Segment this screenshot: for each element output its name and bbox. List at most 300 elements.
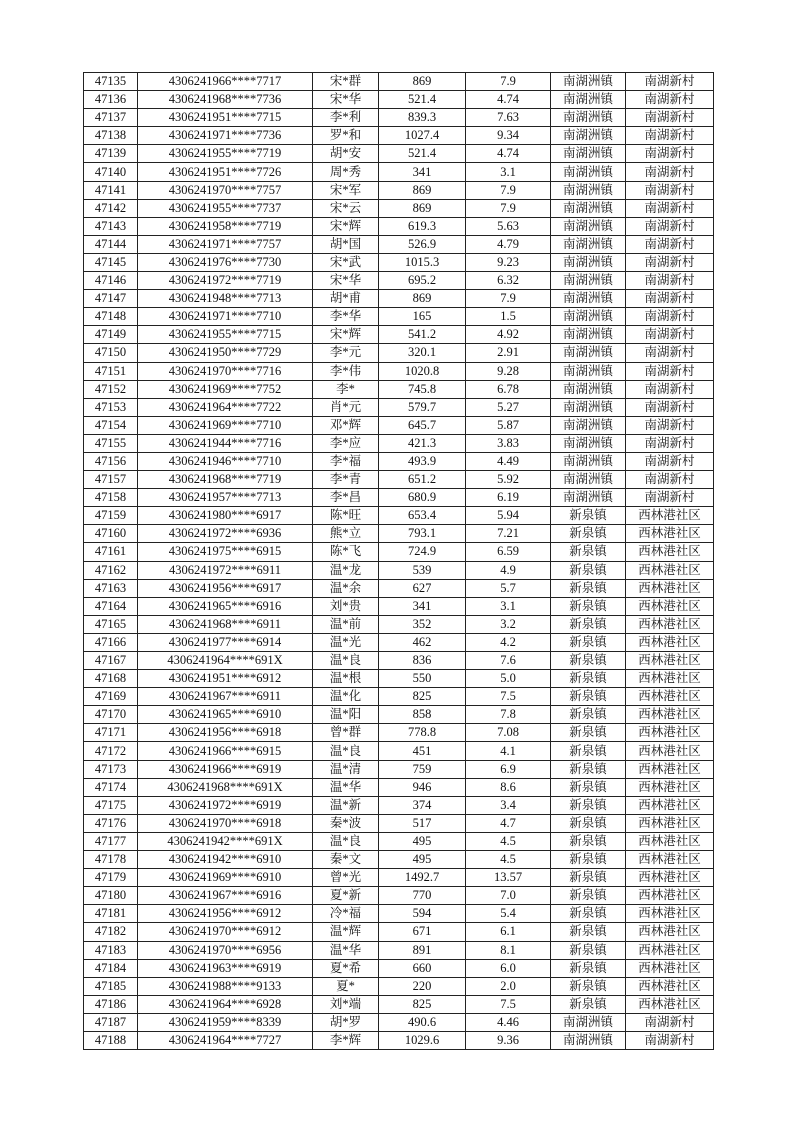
village-cell: 南湖新村 [626,471,714,489]
serial-number-cell: 47154 [84,416,138,434]
table-row [84,615,714,633]
serial-number-cell: 47182 [84,923,138,941]
name-cell: 曾*光 [313,869,379,887]
serial-number-cell: 47186 [84,995,138,1013]
town-cell: 新泉镇 [551,633,626,651]
village-cell: 南湖新村 [626,416,714,434]
id-number-cell: 4306241970****6912 [138,923,313,941]
name-cell: 李*利 [313,109,379,127]
village-cell: 西林港社区 [626,615,714,633]
serial-number-cell: 47177 [84,832,138,850]
id-number-cell: 4306241970****7757 [138,181,313,199]
name-cell: 温*良 [313,832,379,850]
table-row [84,1013,714,1031]
village-cell: 南湖新村 [626,380,714,398]
village-cell: 西林港社区 [626,688,714,706]
name-cell: 温*龙 [313,561,379,579]
town-cell: 南湖洲镇 [551,73,626,91]
village-cell: 南湖新村 [626,127,714,145]
village-cell: 南湖新村 [626,181,714,199]
id-number-cell: 4306241968****691X [138,778,313,796]
name-cell: 胡*国 [313,235,379,253]
name-cell: 秦*文 [313,851,379,869]
name-cell: 胡*甫 [313,290,379,308]
quantity-cell: 5.7 [466,579,551,597]
town-cell: 新泉镇 [551,977,626,995]
serial-number-cell: 47180 [84,887,138,905]
table-row [84,724,714,742]
serial-number-cell: 47179 [84,869,138,887]
amount-cell: 671 [379,923,466,941]
name-cell: 温*光 [313,633,379,651]
name-cell: 李*辉 [313,1031,379,1049]
town-cell: 新泉镇 [551,579,626,597]
amount-cell: 891 [379,941,466,959]
name-cell: 李* [313,380,379,398]
town-cell: 南湖洲镇 [551,272,626,290]
quantity-cell: 5.87 [466,416,551,434]
village-cell: 南湖新村 [626,235,714,253]
serial-number-cell: 47167 [84,652,138,670]
table-row [84,489,714,507]
name-cell: 李*昌 [313,489,379,507]
name-cell: 宋*辉 [313,217,379,235]
id-number-cell: 4306241968****6911 [138,615,313,633]
id-number-cell: 4306241964****691X [138,652,313,670]
serial-number-cell: 47188 [84,1031,138,1049]
town-cell: 南湖洲镇 [551,91,626,109]
name-cell: 温*良 [313,652,379,670]
name-cell: 肖*元 [313,398,379,416]
amount-cell: 165 [379,308,466,326]
table-row [84,887,714,905]
id-number-cell: 4306241964****7727 [138,1031,313,1049]
village-cell: 西林港社区 [626,561,714,579]
amount-cell: 352 [379,615,466,633]
serial-number-cell: 47136 [84,91,138,109]
table-row [84,109,714,127]
table-row [84,959,714,977]
quantity-cell: 8.1 [466,941,551,959]
name-cell: 罗*和 [313,127,379,145]
table-row [84,941,714,959]
serial-number-cell: 47166 [84,633,138,651]
id-number-cell: 4306241967****6916 [138,887,313,905]
village-cell: 南湖新村 [626,272,714,290]
name-cell: 冷*福 [313,905,379,923]
name-cell: 陈*飞 [313,543,379,561]
quantity-cell: 4.1 [466,742,551,760]
serial-number-cell: 47174 [84,778,138,796]
town-cell: 南湖洲镇 [551,127,626,145]
town-cell: 南湖洲镇 [551,434,626,452]
village-cell: 西林港社区 [626,543,714,561]
name-cell: 曾*群 [313,724,379,742]
name-cell: 温*新 [313,796,379,814]
table-row [84,869,714,887]
name-cell: 李*青 [313,471,379,489]
village-cell: 南湖新村 [626,398,714,416]
town-cell: 新泉镇 [551,561,626,579]
amount-cell: 759 [379,760,466,778]
amount-cell: 1029.6 [379,1031,466,1049]
amount-cell: 778.8 [379,724,466,742]
id-number-cell: 4306241956****6917 [138,579,313,597]
quantity-cell: 7.9 [466,181,551,199]
town-cell: 南湖洲镇 [551,1013,626,1031]
quantity-cell: 6.78 [466,380,551,398]
village-cell: 西林港社区 [626,923,714,941]
table-row [84,308,714,326]
table-row [84,670,714,688]
serial-number-cell: 47169 [84,688,138,706]
amount-cell: 517 [379,814,466,832]
id-number-cell: 4306241969****7710 [138,416,313,434]
name-cell: 温*根 [313,670,379,688]
table-row [84,416,714,434]
amount-cell: 946 [379,778,466,796]
id-number-cell: 4306241968****7736 [138,91,313,109]
table-row [84,760,714,778]
town-cell: 新泉镇 [551,941,626,959]
id-number-cell: 4306241988****9133 [138,977,313,995]
id-number-cell: 4306241975****6915 [138,543,313,561]
table-row [84,706,714,724]
name-cell: 李*元 [313,344,379,362]
serial-number-cell: 47173 [84,760,138,778]
id-number-cell: 4306241969****6910 [138,869,313,887]
town-cell: 南湖洲镇 [551,253,626,271]
id-number-cell: 4306241955****7737 [138,199,313,217]
table-row [84,1031,714,1049]
amount-cell: 462 [379,633,466,651]
table-row [84,326,714,344]
amount-cell: 341 [379,597,466,615]
serial-number-cell: 47149 [84,326,138,344]
quantity-cell: 9.28 [466,362,551,380]
name-cell: 夏*希 [313,959,379,977]
name-cell: 李*福 [313,452,379,470]
town-cell: 南湖洲镇 [551,344,626,362]
serial-number-cell: 47148 [84,308,138,326]
quantity-cell: 4.5 [466,851,551,869]
id-number-cell: 4306241972****6936 [138,525,313,543]
amount-cell: 341 [379,163,466,181]
serial-number-cell: 47141 [84,181,138,199]
town-cell: 南湖洲镇 [551,308,626,326]
village-cell: 西林港社区 [626,887,714,905]
id-number-cell: 4306241963****6919 [138,959,313,977]
village-cell: 西林港社区 [626,796,714,814]
amount-cell: 724.9 [379,543,466,561]
name-cell: 李*华 [313,308,379,326]
id-number-cell: 4306241966****6919 [138,760,313,778]
quantity-cell: 8.6 [466,778,551,796]
id-number-cell: 4306241965****6916 [138,597,313,615]
serial-number-cell: 47161 [84,543,138,561]
table-row [84,199,714,217]
name-cell: 秦*波 [313,814,379,832]
name-cell: 宋*武 [313,253,379,271]
town-cell: 南湖洲镇 [551,380,626,398]
id-number-cell: 4306241944****7716 [138,434,313,452]
quantity-cell: 7.5 [466,995,551,1013]
village-cell: 南湖新村 [626,109,714,127]
amount-cell: 869 [379,73,466,91]
table-row [84,923,714,941]
id-number-cell: 4306241980****6917 [138,507,313,525]
quantity-cell: 6.1 [466,923,551,941]
town-cell: 南湖洲镇 [551,452,626,470]
amount-cell: 1020.8 [379,362,466,380]
quantity-cell: 4.7 [466,814,551,832]
serial-number-cell: 47158 [84,489,138,507]
serial-number-cell: 47183 [84,941,138,959]
amount-cell: 858 [379,706,466,724]
table-row [84,253,714,271]
village-cell: 西林港社区 [626,670,714,688]
id-number-cell: 4306241970****7716 [138,362,313,380]
quantity-cell: 2.91 [466,344,551,362]
quantity-cell: 13.57 [466,869,551,887]
id-number-cell: 4306241951****7715 [138,109,313,127]
town-cell: 新泉镇 [551,706,626,724]
amount-cell: 451 [379,742,466,760]
town-cell: 南湖洲镇 [551,109,626,127]
serial-number-cell: 47135 [84,73,138,91]
name-cell: 周*秀 [313,163,379,181]
town-cell: 新泉镇 [551,597,626,615]
table-row [84,507,714,525]
serial-number-cell: 47170 [84,706,138,724]
id-number-cell: 4306241950****7729 [138,344,313,362]
id-number-cell: 4306241942****6910 [138,851,313,869]
name-cell: 李*应 [313,434,379,452]
name-cell: 宋*华 [313,91,379,109]
town-cell: 新泉镇 [551,652,626,670]
village-cell: 南湖新村 [626,91,714,109]
id-number-cell: 4306241966****6915 [138,742,313,760]
village-cell: 南湖新村 [626,199,714,217]
village-cell: 西林港社区 [626,652,714,670]
name-cell: 宋*云 [313,199,379,217]
name-cell: 温*清 [313,760,379,778]
town-cell: 新泉镇 [551,615,626,633]
quantity-cell: 7.21 [466,525,551,543]
amount-cell: 421.3 [379,434,466,452]
serial-number-cell: 47157 [84,471,138,489]
quantity-cell: 7.63 [466,109,551,127]
table-row [84,579,714,597]
table-row [84,145,714,163]
town-cell: 南湖洲镇 [551,471,626,489]
town-cell: 新泉镇 [551,923,626,941]
quantity-cell: 6.0 [466,959,551,977]
id-number-cell: 4306241955****7719 [138,145,313,163]
name-cell: 夏*新 [313,887,379,905]
id-number-cell: 4306241948****7713 [138,290,313,308]
quantity-cell: 5.63 [466,217,551,235]
table-row [84,73,714,91]
name-cell: 宋*辉 [313,326,379,344]
village-cell: 西林港社区 [626,778,714,796]
village-cell: 南湖新村 [626,434,714,452]
quantity-cell: 3.1 [466,163,551,181]
quantity-cell: 4.74 [466,91,551,109]
village-cell: 南湖新村 [626,344,714,362]
name-cell: 温*化 [313,688,379,706]
town-cell: 南湖洲镇 [551,217,626,235]
quantity-cell: 3.2 [466,615,551,633]
amount-cell: 695.2 [379,272,466,290]
serial-number-cell: 47155 [84,434,138,452]
quantity-cell: 1.5 [466,308,551,326]
serial-number-cell: 47187 [84,1013,138,1031]
quantity-cell: 7.5 [466,688,551,706]
town-cell: 南湖洲镇 [551,199,626,217]
village-cell: 南湖新村 [626,163,714,181]
quantity-cell: 6.32 [466,272,551,290]
town-cell: 新泉镇 [551,507,626,525]
serial-number-cell: 47150 [84,344,138,362]
table-row [84,434,714,452]
amount-cell: 495 [379,832,466,850]
serial-number-cell: 47171 [84,724,138,742]
table-row [84,344,714,362]
quantity-cell: 6.9 [466,760,551,778]
table-row [84,995,714,1013]
table-row [84,688,714,706]
quantity-cell: 3.1 [466,597,551,615]
amount-cell: 521.4 [379,91,466,109]
town-cell: 南湖洲镇 [551,398,626,416]
name-cell: 陈*旺 [313,507,379,525]
table-row [84,832,714,850]
table-row [84,633,714,651]
name-cell: 宋*华 [313,272,379,290]
quantity-cell: 4.5 [466,832,551,850]
village-cell: 南湖新村 [626,362,714,380]
table-row [84,235,714,253]
table-row [84,380,714,398]
amount-cell: 745.8 [379,380,466,398]
records-table-body [84,73,714,1050]
amount-cell: 1015.3 [379,253,466,271]
id-number-cell: 4306241942****691X [138,832,313,850]
name-cell: 李*伟 [313,362,379,380]
quantity-cell: 7.08 [466,724,551,742]
amount-cell: 594 [379,905,466,923]
id-number-cell: 4306241956****6918 [138,724,313,742]
id-number-cell: 4306241965****6910 [138,706,313,724]
table-row [84,217,714,235]
table-row [84,181,714,199]
serial-number-cell: 47181 [84,905,138,923]
serial-number-cell: 47142 [84,199,138,217]
name-cell: 温*辉 [313,923,379,941]
village-cell: 西林港社区 [626,724,714,742]
serial-number-cell: 47163 [84,579,138,597]
serial-number-cell: 47152 [84,380,138,398]
table-row [84,163,714,181]
quantity-cell: 7.9 [466,73,551,91]
table-row [84,597,714,615]
serial-number-cell: 47178 [84,851,138,869]
town-cell: 新泉镇 [551,796,626,814]
town-cell: 南湖洲镇 [551,489,626,507]
village-cell: 西林港社区 [626,633,714,651]
town-cell: 新泉镇 [551,887,626,905]
town-cell: 南湖洲镇 [551,1031,626,1049]
town-cell: 新泉镇 [551,742,626,760]
village-cell: 南湖新村 [626,1013,714,1031]
table-row [84,471,714,489]
amount-cell: 493.9 [379,452,466,470]
quantity-cell: 7.8 [466,706,551,724]
amount-cell: 645.7 [379,416,466,434]
amount-cell: 490.6 [379,1013,466,1031]
town-cell: 南湖洲镇 [551,181,626,199]
amount-cell: 770 [379,887,466,905]
id-number-cell: 4306241956****6912 [138,905,313,923]
id-number-cell: 4306241951****7726 [138,163,313,181]
town-cell: 新泉镇 [551,814,626,832]
town-cell: 新泉镇 [551,724,626,742]
amount-cell: 825 [379,995,466,1013]
amount-cell: 320.1 [379,344,466,362]
village-cell: 南湖新村 [626,308,714,326]
table-row [84,543,714,561]
village-cell: 南湖新村 [626,145,714,163]
quantity-cell: 9.36 [466,1031,551,1049]
serial-number-cell: 47185 [84,977,138,995]
quantity-cell: 6.19 [466,489,551,507]
name-cell: 夏* [313,977,379,995]
amount-cell: 220 [379,977,466,995]
serial-number-cell: 47145 [84,253,138,271]
table-row [84,778,714,796]
village-cell: 西林港社区 [626,959,714,977]
serial-number-cell: 47144 [84,235,138,253]
amount-cell: 836 [379,652,466,670]
amount-cell: 579.7 [379,398,466,416]
id-number-cell: 4306241972****6911 [138,561,313,579]
town-cell: 新泉镇 [551,670,626,688]
village-cell: 西林港社区 [626,941,714,959]
town-cell: 新泉镇 [551,905,626,923]
id-number-cell: 4306241964****6928 [138,995,313,1013]
name-cell: 温*华 [313,941,379,959]
town-cell: 新泉镇 [551,688,626,706]
name-cell: 温*余 [313,579,379,597]
serial-number-cell: 47162 [84,561,138,579]
village-cell: 西林港社区 [626,869,714,887]
quantity-cell: 7.9 [466,290,551,308]
amount-cell: 541.2 [379,326,466,344]
id-number-cell: 4306241972****6919 [138,796,313,814]
village-cell: 西林港社区 [626,814,714,832]
amount-cell: 1027.4 [379,127,466,145]
village-cell: 西林港社区 [626,597,714,615]
village-cell: 南湖新村 [626,73,714,91]
name-cell: 胡*安 [313,145,379,163]
quantity-cell: 4.92 [466,326,551,344]
village-cell: 西林港社区 [626,742,714,760]
table-row [84,127,714,145]
quantity-cell: 4.79 [466,235,551,253]
table-row [84,398,714,416]
name-cell: 温*前 [313,615,379,633]
